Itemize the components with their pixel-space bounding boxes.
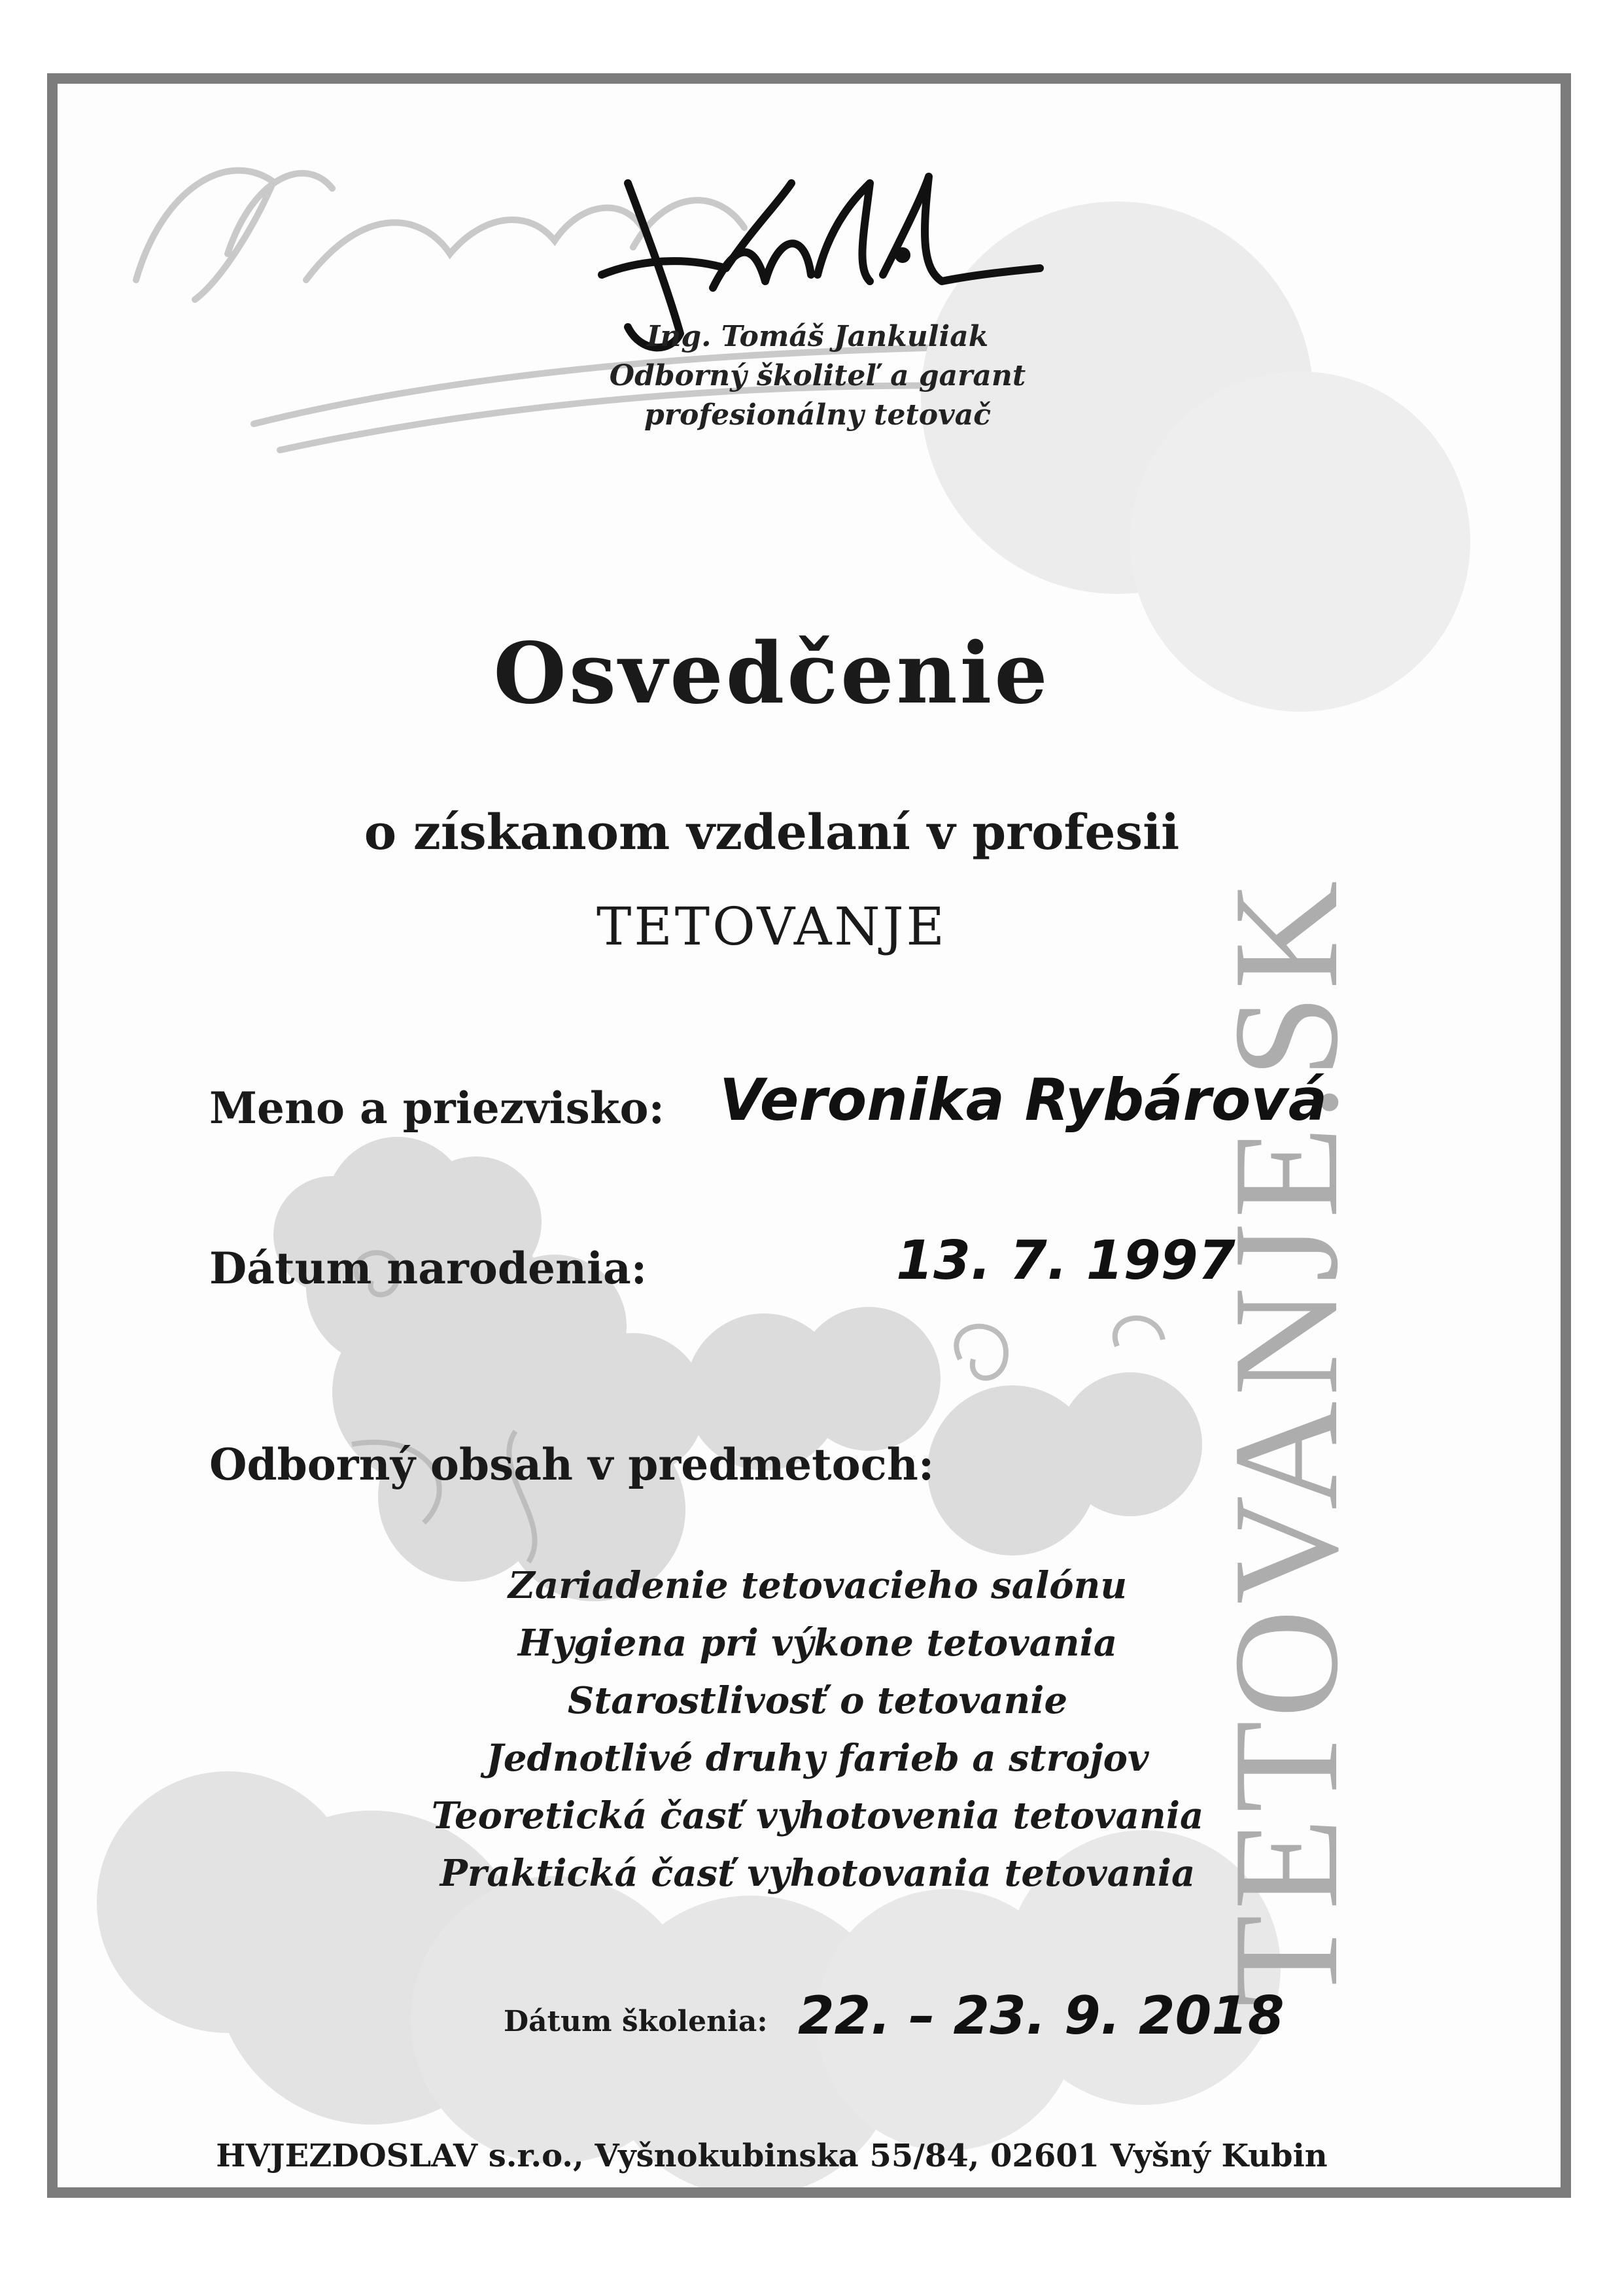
- subjects-list: [327, 1557, 1308, 1902]
- signer-role: Odborný školiteľ a garant: [609, 359, 1026, 392]
- name-value: Veronika Rybárová: [719, 1066, 1328, 1134]
- training-date-value: 22. – 23. 9. 2018: [798, 1985, 1285, 2046]
- signer-block: [392, 317, 1243, 435]
- certificate-subtitle: o získanom vzdelaní v profesii: [364, 805, 1180, 861]
- birth-date-value: 13. 7. 1997: [896, 1230, 1235, 1292]
- signer-profession: profesionálny tetovač: [644, 398, 991, 432]
- subject-item: Jednotlivé druhy farieb a strojov: [486, 1737, 1149, 1780]
- tetovanje-sk-watermark: TETOVANJE.SK: [1202, 875, 1369, 2007]
- training-date-label: Dátum školenia:: [504, 2005, 768, 2038]
- company-footer: HVJEZDOSLAV s.r.o., Vyšnokubinska 55/84, 02601 Vyšný Kubin: [216, 2138, 1328, 2174]
- subject-item: Teoretická časť vyhotovenia tetovania: [431, 1794, 1204, 1837]
- birth-date-label: Dátum narodenia:: [209, 1243, 648, 1294]
- certificate-title: Osvedčenie: [493, 625, 1050, 723]
- name-label: Meno a priezvisko:: [209, 1083, 665, 1134]
- subjects-label: Odborný obsah v predmetoch:: [209, 1439, 935, 1490]
- subject-item: Starostlivosť o tetovanie: [567, 1679, 1068, 1722]
- subject-item: Praktická časť vyhotovania tetovania: [440, 1852, 1196, 1895]
- subject-item: Zariadenie tetovacieho salónu: [508, 1564, 1128, 1607]
- signer-name: Ing. Tomáš Jankuliak: [646, 320, 989, 353]
- certificate-profession: TETOVANJE: [596, 896, 947, 957]
- subject-item: Hygiena pri výkone tetovania: [517, 1622, 1118, 1665]
